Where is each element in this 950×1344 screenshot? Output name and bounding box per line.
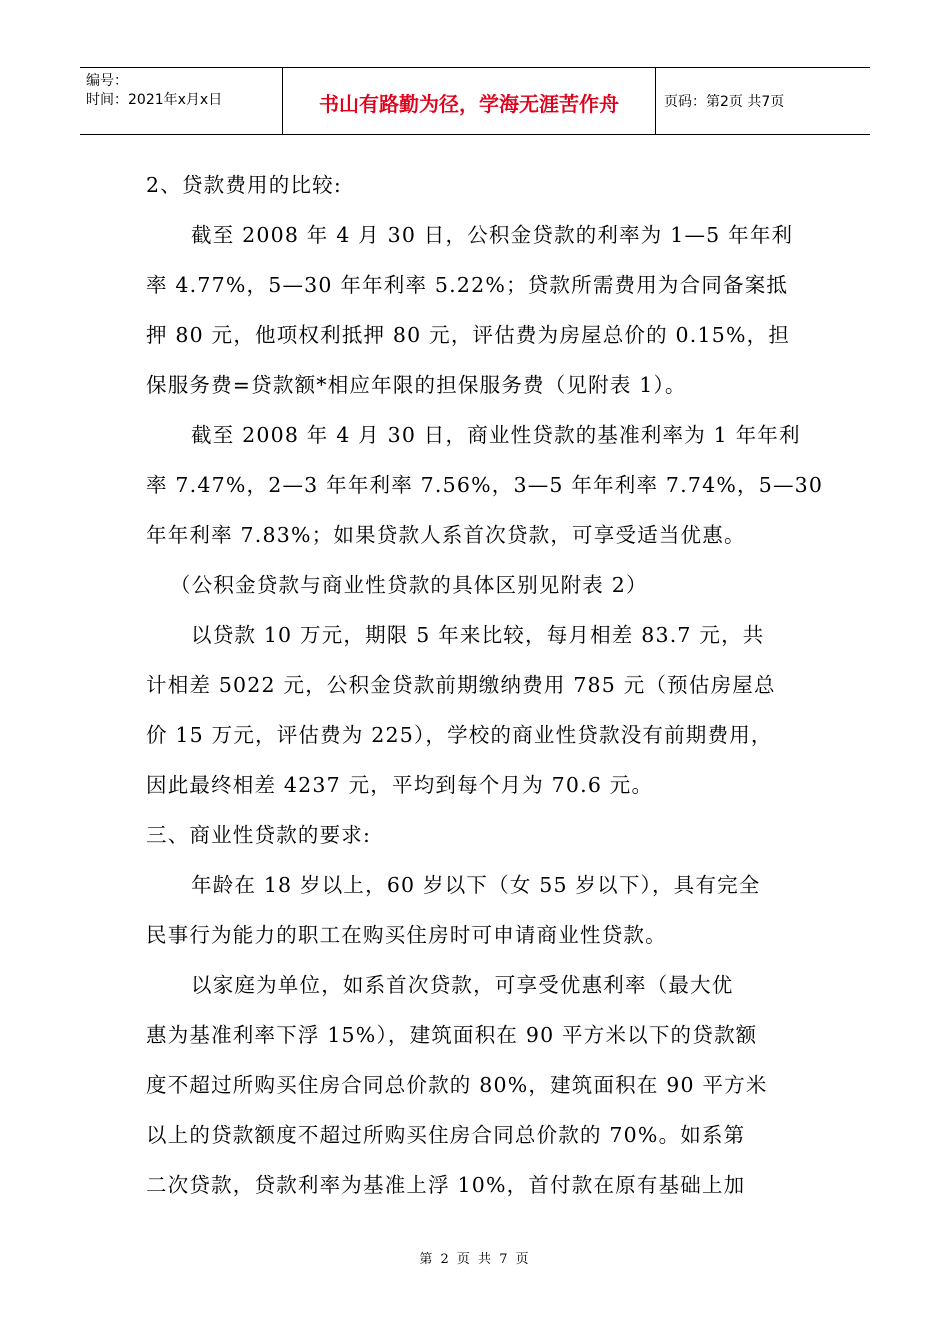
paragraph-line: 年年利率 7.83%；如果贷款人系首次贷款，可享受适当优惠。 <box>146 523 746 547</box>
header-meta <box>80 68 283 134</box>
paragraph-line: （公积金贷款与商业性贷款的具体区别见附表 2） <box>170 573 648 597</box>
document-body <box>146 160 824 1210</box>
paragraph-line: 价 15 万元，评估费为 225），学校的商业性贷款没有前期费用， <box>146 723 773 747</box>
paragraph-line: 计相差 5022 元，公积金贷款前期缴纳费用 785 元（预估房屋总 <box>146 673 776 697</box>
paragraph-line: 度不超过所购买住房合同总价款的 80%，建筑面积在 90 平方米 <box>146 1073 768 1097</box>
paragraph-line: 押 80 元，他项权利抵押 80 元，评估费为房屋总价的 0.15%，担 <box>146 323 791 347</box>
paragraph-line: 因此最终相差 4237 元，平均到每个月为 70.6 元。 <box>146 773 654 797</box>
number-label: 编号： <box>86 73 128 89</box>
header-page-info: 页码：第2页 共7页 <box>664 94 785 110</box>
paragraph-line: 保服务费=贷款额*相应年限的担保服务费（见附表 1）。 <box>146 373 687 397</box>
paragraph-line: 以上的贷款额度不超过所购买住房合同总价款的 70%。如系第 <box>146 1123 746 1147</box>
paragraph-line: 率 7.47%，2—3 年年利率 7.56%，3—5 年年利率 7.74%，5—30 <box>146 473 824 497</box>
page-footer: 第 2 页 共 7 页 <box>419 1252 531 1267</box>
paragraph-line: 以家庭为单位，如系首次贷款，可享受优惠利率（最大优 <box>191 973 734 997</box>
section-heading: 2、贷款费用的比较: <box>146 173 342 197</box>
paragraph-line: 以贷款 10 万元，期限 5 年来比较，每月相差 83.7 元，共 <box>191 623 765 647</box>
paragraph-line: 二次贷款，贷款利率为基准上浮 10%，首付款在原有基础上加 <box>146 1173 746 1197</box>
paragraph-line: 民事行为能力的职工在购买住房时可申请商业性贷款。 <box>146 923 667 947</box>
paragraph-line: 截至 2008 年 4 月 30 日，公积金贷款的利率为 1—5 年年利 <box>191 223 794 247</box>
paragraph-line: 截至 2008 年 4 月 30 日，商业性贷款的基准利率为 1 年年利 <box>191 423 801 447</box>
section-heading: 三、商业性贷款的要求: <box>146 823 372 847</box>
paragraph-line: 年龄在 18 岁以上，60 岁以下（女 55 岁以下），具有完全 <box>191 873 761 897</box>
header-motto: 书山有路勤为径，学海无涯苦作舟 <box>283 68 656 134</box>
page-header <box>80 67 870 135</box>
paragraph-line: 惠为基准利率下浮 15%），建筑面积在 90 平方米以下的贷款额 <box>146 1023 758 1047</box>
paragraph-line: 率 4.77%，5—30 年年利率 5.22%；贷款所需费用为合同备案抵 <box>146 273 789 297</box>
time-label: 时间：2021年x月x日 <box>86 92 223 108</box>
